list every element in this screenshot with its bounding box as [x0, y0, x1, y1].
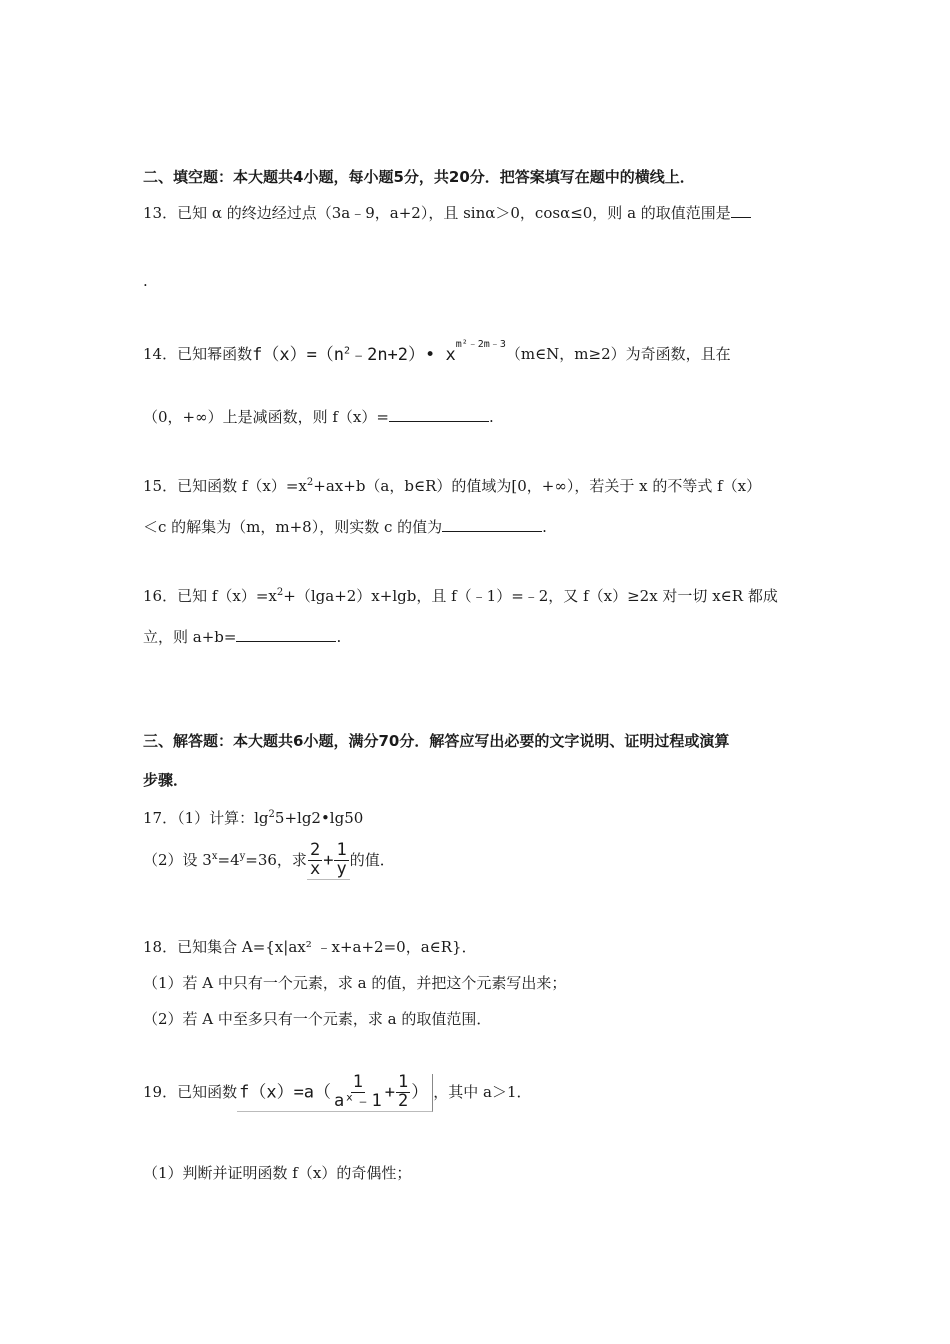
q18-part1 [143, 974, 566, 994]
q15-answer-blank[interactable] [442, 517, 542, 532]
q16-answer-blank[interactable] [236, 627, 336, 642]
q17-frac1-num: 2 [309, 840, 321, 860]
q13-tail-text: . [143, 272, 148, 290]
question-16 [143, 586, 778, 607]
q19-frac1-den: aˣ﹣1 [334, 1090, 382, 1111]
q19-frac1-num: 1 [352, 1072, 364, 1092]
q17-part2-a: （2）设 3 [143, 851, 212, 870]
q14-suffix: （m∈N，m≥2）为奇函数，且在 [505, 345, 731, 364]
q17-part2-b: =4 [217, 851, 240, 870]
question-17-part2 [143, 842, 395, 880]
q15-line1-b: +ax+b（a，b∈R）的值域为[0，+∞），若关于 x 的不等式 f（x） [313, 477, 762, 495]
q14-formula-mid: ﹣2n+2）• x [350, 345, 456, 365]
question-14 [143, 339, 731, 366]
q19-frac2-den: 2 [398, 1090, 409, 1111]
q19-part1 [143, 1164, 411, 1184]
q18-part1-text: （1）若 A 中只有一个元素，求 a 的值，并把这个元素写出来； [143, 974, 567, 992]
q17-frac2-num: 1 [336, 840, 347, 860]
q15-line2 [143, 517, 547, 538]
q19-formula [237, 1074, 433, 1112]
q19-part1-text: （1）判断并证明函数 f（x）的奇偶性； [143, 1164, 412, 1182]
q14-line2-end: . [488, 408, 494, 426]
section3-heading-line2: 步骤． [143, 771, 189, 789]
question-19 [143, 1074, 532, 1112]
section2-heading-text: 二、填空题：本大题共4小题，每小题5分，共20分．把答案填写在题中的横线上． [143, 168, 695, 186]
q14-formula-exp2: m²﹣2m﹣3 [455, 339, 506, 351]
q17-part2-sup1: x [211, 850, 218, 862]
q17-part2-end: 的值． [349, 851, 395, 870]
q17-part1-b: 5+lg2•lg50 [274, 809, 364, 827]
q16-sup: 2 [276, 587, 284, 598]
q18-stem: 18．已知集合 A={x|ax² ﹣x+a+2=0，a∈R}． [143, 938, 477, 956]
q17-formula [307, 842, 350, 880]
q14-line2 [143, 407, 494, 428]
q16-line2-end: . [336, 628, 342, 646]
q17-frac1 [308, 842, 322, 879]
section3-heading-2 [143, 771, 188, 791]
q16-line2-text: 立，则 a+b= [143, 628, 237, 646]
q19-frac2 [396, 1074, 410, 1111]
q19-prefix: 19．已知函数 [143, 1083, 238, 1102]
q15-line2-text: ＜c 的解集为（m，m+8），则实数 c 的值为 [143, 518, 443, 536]
q16-line1-a: 16．已知 f（x）=x [143, 587, 277, 605]
q19-formula-rhs: ） [411, 1082, 429, 1103]
q14-line2-text: （0，+∞）上是减函数，则 f（x）= [143, 408, 389, 426]
q14-formula-exp1: 2 [344, 345, 351, 357]
q13-answer-blank[interactable] [731, 203, 751, 218]
q18-part2 [143, 1010, 491, 1030]
q14-formula [252, 339, 506, 366]
q14-prefix: 14．已知幂函数 [143, 345, 253, 364]
q16-line2 [143, 627, 341, 648]
q17-frac2 [334, 842, 348, 879]
q13-text: 13．已知 α 的终边经过点（3a﹣9，a+2），且 sinα＞0，cosα≤0，则 a 的取值范围是 [143, 204, 731, 222]
q15-sup: 2 [306, 477, 314, 488]
q17-plus: + [323, 850, 334, 871]
q15-line1-a: 15．已知函数 f（x）=x [143, 477, 307, 495]
question-17-part1 [143, 808, 363, 829]
question-15 [143, 476, 761, 497]
q18-part2-text: （2）若 A 中至多只有一个元素，求 a 的取值范围． [143, 1010, 492, 1028]
question-13 [143, 203, 751, 224]
q15-line2-end: . [542, 518, 547, 536]
q17-part1-sup: 2 [268, 809, 275, 820]
q19-suffix: ，其中 a＞1． [433, 1083, 532, 1102]
question-18 [143, 938, 477, 958]
q19-frac2-num: 1 [398, 1072, 409, 1092]
q14-formula-lhs: f（x）=（n [252, 345, 345, 365]
q16-line1-b: +（lga+2）x+lgb，且 f（﹣1）=﹣2，又 f（x）≥2x 对一切 x∈R 都成 [283, 587, 778, 605]
q19-formula-lhs: f（x）=a（ [239, 1082, 332, 1103]
q19-plus: + [384, 1082, 396, 1103]
q19-frac1 [332, 1074, 384, 1111]
q14-answer-blank[interactable] [389, 407, 489, 422]
q17-part2-c: =36，求 [245, 851, 307, 870]
q17-frac2-den: y [336, 858, 347, 879]
q17-part1-a: 17．（1）计算：lg [143, 809, 269, 827]
section3-heading-line1: 三、解答题：本大题共6小题，满分70分．解答应写出必要的文字说明、证明过程或演算 [143, 732, 730, 750]
q17-frac1-den: x [309, 858, 321, 879]
q17-part2-sup2: y [239, 850, 246, 862]
section2-heading [143, 168, 695, 188]
section3-heading [143, 732, 729, 752]
q13-tail [143, 272, 148, 292]
